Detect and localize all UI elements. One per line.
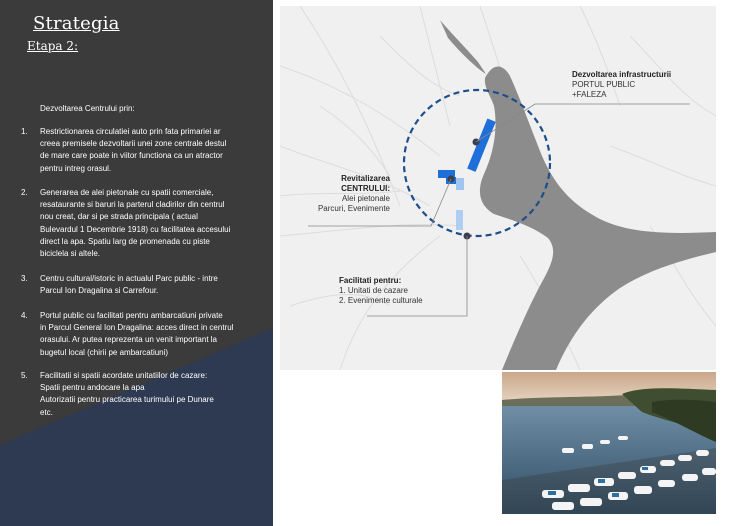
label-line: Parcuri, Evenimente <box>317 204 390 213</box>
item-line: bugetul local (chirii pe ambarcatiuni) <box>40 347 169 357</box>
list-item <box>21 370 256 419</box>
item-line: Facilitatii si spatii acordate unitatiilor de cazare: <box>40 371 208 380</box>
marina-illustration <box>502 372 716 514</box>
item-line: in Parcul General Ion Dragalina: acces direct in centrul <box>40 323 234 333</box>
item-line: Generarea de alei pietonale cu spatii comerciale, <box>40 188 214 197</box>
label-line: 2. Evenimente culturale <box>339 296 423 305</box>
list-item <box>21 126 256 175</box>
label-line: +FALEZA <box>572 90 607 99</box>
centre-label <box>300 174 390 214</box>
item-number: 2. <box>21 188 28 197</box>
item-line: direct la apa. Spatiu larg de promenada cu piste <box>40 236 210 246</box>
item-line: biciclela si altele. <box>40 249 101 259</box>
item-line: orasului. Ar putea reprezenta un venit important la <box>40 335 217 345</box>
city-map <box>280 6 716 370</box>
label-line: PORTUL PUBLIC <box>572 80 636 89</box>
item-number: 1. <box>21 127 28 136</box>
diagonal-accent-shape <box>0 0 273 526</box>
item-line: Parcul Ion Dragalina si Carrefour. <box>40 286 159 296</box>
item-line: Bulevardul 1 Decembrie 1918) cu facilitatea accesului <box>40 224 231 234</box>
label-title: CENTRULUI: <box>341 184 390 193</box>
label-line: Alei pietonale <box>341 194 390 203</box>
label-title: Dezvoltarea infrastructurii <box>572 70 672 79</box>
page-title: Strategia <box>33 13 120 34</box>
marina-photo <box>502 372 716 514</box>
item-line: etc. <box>40 407 53 417</box>
page-subtitle: Etapa 2: <box>27 39 79 53</box>
item-line: resataurante si baruri la parterul cladirilor din centrul <box>40 200 225 210</box>
list-item <box>21 310 256 359</box>
item-line: Spatii pentru andocare la apa <box>40 383 145 393</box>
list-item <box>21 187 256 260</box>
item-number: 3. <box>21 274 28 283</box>
label-line: 1. Unitati de cazare <box>339 286 408 295</box>
intro-text: Dezvoltarea Centrului prin: <box>40 104 135 113</box>
label-title: Facilitati pentru: <box>339 276 402 285</box>
label-title: Revitalizarea <box>341 174 390 183</box>
park-highlight <box>456 178 464 190</box>
facilities-label <box>339 276 423 306</box>
item-line: Autorizatii pentru practicarea turimului pe Dunare <box>40 395 214 405</box>
item-number: 4. <box>21 311 28 320</box>
item-line: pentru intreg orasul. <box>40 163 112 173</box>
text-panel <box>0 0 273 526</box>
culture-highlight <box>456 210 463 230</box>
list-item <box>21 273 256 297</box>
item-number: 5. <box>21 371 28 380</box>
item-line: creea premisele dezvoltarii unei zone centrale destul <box>40 139 227 149</box>
item-line: Portul public cu facilitati pentru ambarcatiuni private <box>40 311 223 320</box>
item-line: nou creat, dar si pe strada principala ( actual <box>40 212 198 222</box>
item-line: de mare care poate in viitor functiona ca un atractor <box>40 151 223 161</box>
infrastructure-label <box>572 70 671 100</box>
item-line: Restrictionarea circulatiei auto prin fata primariei ar <box>40 127 221 136</box>
item-line: Centru cultural/istoric in actualul Parc public - intre <box>40 274 218 283</box>
